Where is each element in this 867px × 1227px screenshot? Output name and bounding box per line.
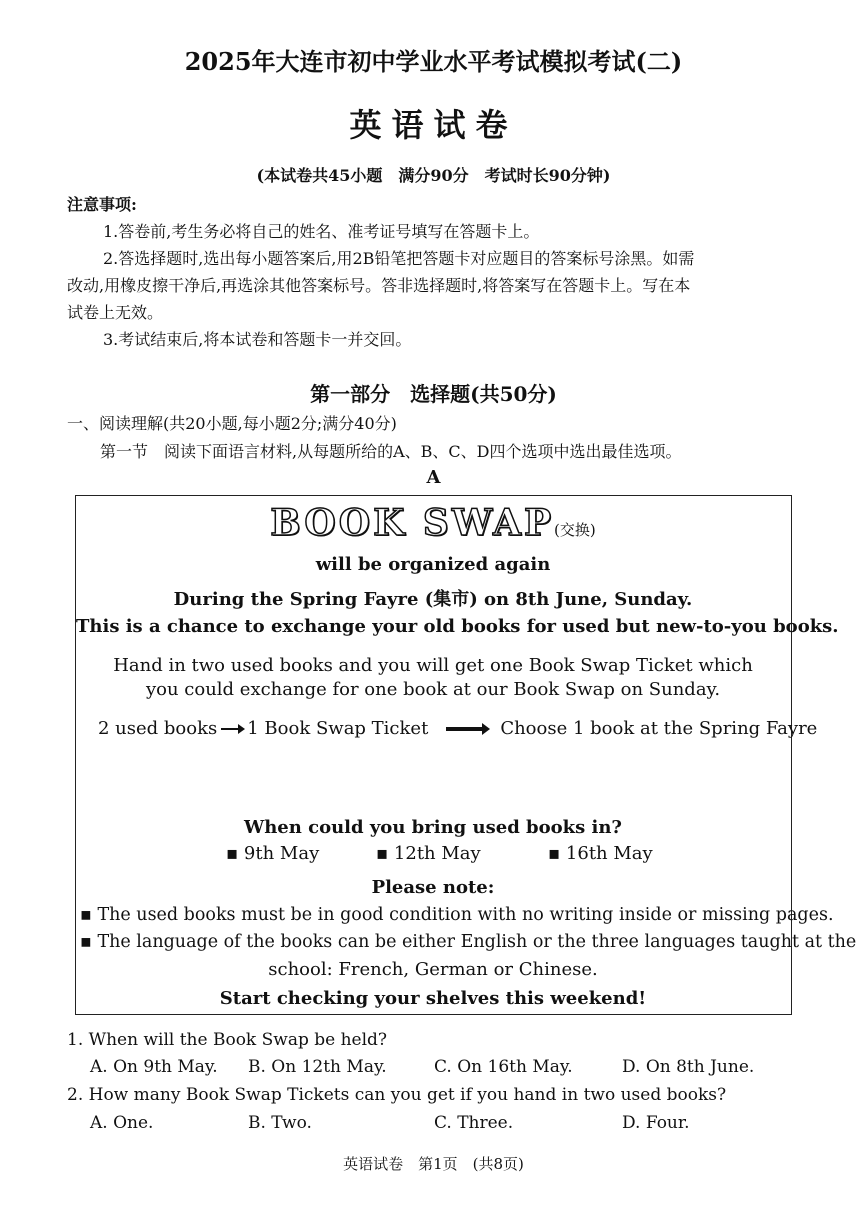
section-instruction: 第一节 阅读下面语言材料,从每题所给的A、B、C、D四个选项中选出最佳选项。 [100,442,682,461]
q1-option-b: B. On 12th May. [248,1057,387,1077]
part-heading: 第一部分 选择题(共50分) [310,382,557,406]
q1-option-d: D. On 8th June. [622,1057,755,1077]
flow-step-ticket: 1 Book Swap Ticket [247,718,429,739]
ad-title-text: BOOK SWAP [270,502,555,544]
page-footer: 英语试卷 第1页 (共8页) [343,1155,524,1173]
ad-line-handin: Hand in two used books and you will get one Book Swap Ticket which [113,655,753,676]
question-1-stem: 1. When will the Book Swap be held? [67,1030,388,1050]
note-line-3: 3.考试结束后,将本试卷和答题卡一并交回。 [103,330,412,349]
ad-note-2-cont: school: French, German or Chinese. [268,959,598,980]
arrow-right-bold-icon [446,727,486,731]
arrow-right-icon [221,728,243,730]
q1-option-c: C. On 16th May. [434,1057,573,1077]
q2-option-c: C. Three. [434,1113,514,1133]
notes-heading: 注意事项: [67,195,137,214]
ad-title-note: (交换) [554,521,596,539]
date-item-3: ▪ 16th May [548,843,653,864]
note-line-2: 2.答选择题时,选出每小题答案后,用2B铅笔把答题卡对应题目的答案标号涂黑。如需 [103,249,695,268]
passage-label: A [426,467,441,488]
ad-line-organized: will be organized again [315,554,551,575]
q2-option-a: A. One. [90,1113,154,1133]
ad-closing: Start checking your shelves this weekend! [219,988,647,1009]
note-line-2-cont: 改动,用橡皮擦干净后,再选涂其他答案标号。答非选择题时,将答案写在答题卡上。写在本 [67,276,691,295]
section-heading: 一、阅读理解(共20小题,每小题2分;满分40分) [67,414,397,433]
swap-flow [98,718,817,739]
ad-line-date: During the Spring Fayre (集市) on 8th June, Sunday. [173,589,693,610]
ad-line-chance: This is a chance to exchange your old books for used but new-to-you books. [76,616,839,637]
note-heading: Please note: [371,877,495,898]
note-line-1: 1.答卷前,考生务必将自己的姓名、准考证号填写在答题卡上。 [103,222,540,241]
exam-title: 2025年大连市初中学业水平考试模拟考试(二) [184,47,683,76]
exam-info: (本试卷共45小题 满分90分 考试时长90分钟) [256,166,611,185]
date-item-1: ▪ 9th May [226,843,320,864]
note-line-2-end: 试卷上无效。 [67,303,164,322]
date-item-2: ▪ 12th May [376,843,481,864]
q1-option-a: A. On 9th May. [90,1057,218,1077]
book-swap-ad [75,495,857,1015]
question-2-stem: 2. How many Book Swap Tickets can you get if you hand in two used books? [67,1085,727,1105]
ad-title [76,502,790,544]
when-heading: When could you bring used books in? [244,817,622,838]
flow-step-choose: Choose 1 book at the Spring Fayre [500,718,818,739]
flow-step-books: 2 used books [98,718,218,739]
ad-note-1: ▪ The used books must be in good condition with no writing inside or missing pages. [80,905,834,925]
q2-option-b: B. Two. [248,1113,312,1133]
q2-option-d: D. Four. [622,1113,690,1133]
ad-note-2: ▪ The language of the books can be either English or the three languages taught at the [80,932,857,952]
subject-title: 英语试卷 [349,106,518,144]
ad-line-exchange: you could exchange for one book at our Book Swap on Sunday. [145,679,721,700]
